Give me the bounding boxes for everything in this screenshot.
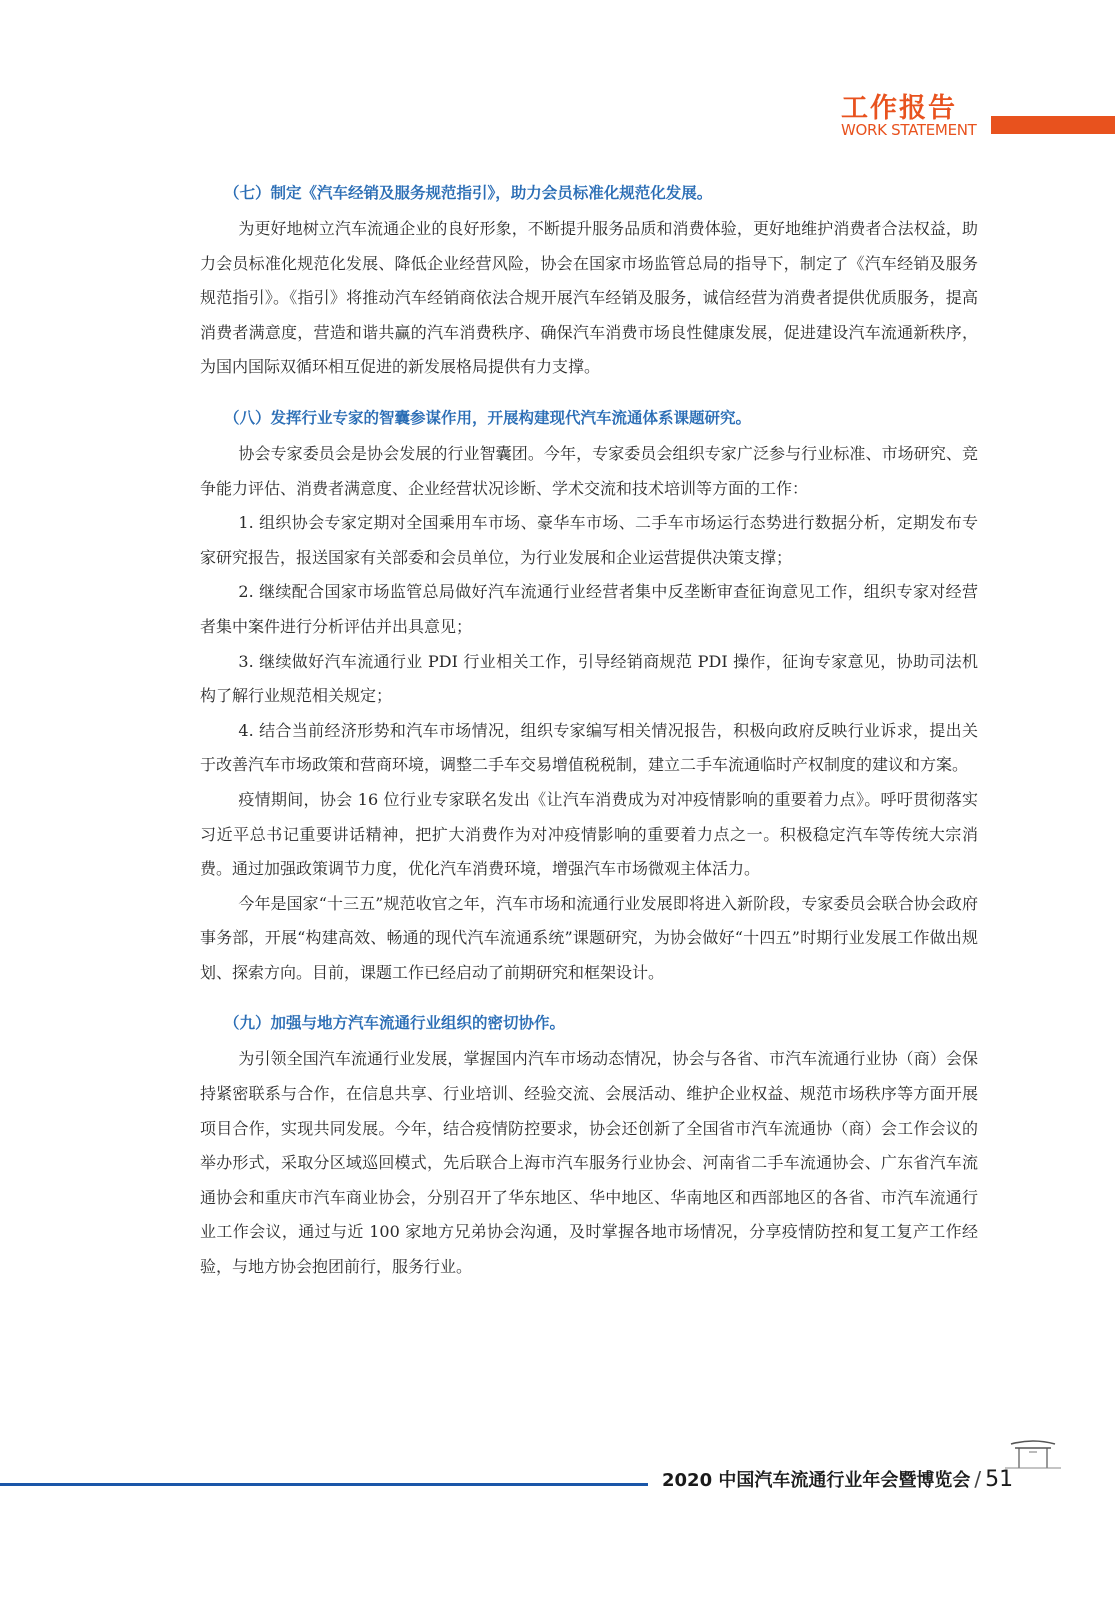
page-footer (662, 1466, 1013, 1492)
footer-event-name: 2020 中国汽车流通行业年会暨博览会 (662, 1470, 971, 1491)
footer-separator: / (974, 1467, 982, 1491)
page-header (815, 86, 1115, 146)
section-heading-9: （九）加强与地方汽车流通行业组织的密切协作。 (224, 1014, 566, 1033)
section-9-paragraph-1: 为引领全国汽车流通行业发展，掌握国内汽车市场动态情况，协会与各省、市汽车流通行业协（商）会保持紧密联系与合作，在信息共享、行业培训、经验交流、会展活动、维护企业权益、规范市场秩序等方面开展项目合作，实现共同发展。今年，结合疫情防控要求，协会还创新了全国省市汽车流通协（商）会工作会议的举办形式，采取分区域巡回模式，先后联合上海市汽车服务行业协会、河南省二手车流通协会、广东省汽车流通协会和重庆市汽车商业协会，分别召开了华东地区、华中地区、华南地区和西部地区的各省、市汽车流通行业工作会议，通过与近 100 家地方兄弟协会沟通，及时掌握各地市场情况，分享疫情防控和复工复产工作经验，与地方协会抱团前行，服务行业。 (200, 1049, 978, 1277)
footer-rule (0, 1483, 648, 1486)
article-body (200, 178, 978, 1285)
section-8-item-4: 4. 结合当前经济形势和汽车市场情况，组织专家编写相关情况报告，积极向政府反映行业诉求，提出关于改善汽车市场政策和营商环境，调整二手车交易增值税税制，建立二手车流通临时产权制度的建议和方案。 (200, 720, 978, 775)
section-7-paragraph-1: 为更好地树立汽车流通企业的良好形象，不断提升服务品质和消费体验，更好地维护消费者合法权益，助力会员标准化规范化发展、降低企业经营风险，协会在国家市场监管总局的指导下，制定了《汽车经销及服务规范指引》。《指引》将推动汽车经销商依法合规开展汽车经销及服务，诚信经营为消费者提供优质服务，提高消费者满意度，营造和谐共赢的汽车消费秩序、确保汽车消费市场良性健康发展，促进建设汽车流通新秩序，为国内国际双循环相互促进的新发展格局提供有力支撑。 (200, 219, 978, 377)
section-heading-8: （八）发挥行业专家的智囊参谋作用，开展构建现代汽车流通体系课题研究。 (224, 408, 752, 427)
header-title: 工作报告 (841, 93, 957, 124)
section-8-item-2: 2. 继续配合国家市场监管总局做好汽车流通行业经营者集中反垄断审查征询意见工作，组织专家对经营者集中案件进行分析评估并出具意见； (200, 582, 978, 636)
header-subtitle: WORK STATEMENT (841, 121, 977, 139)
section-8-paragraph-research: 今年是国家“十三五”规范收官之年，汽车市场和流通行业发展即将进入新阶段，专家委员会联合协会政府事务部，开展“构建高效、畅通的现代汽车流通系统”课题研究，为协会做好“十四五”时期行业发展工作做出规划、探索方向。目前，课题工作已经启动了前期研究和框架设计。 (200, 893, 978, 982)
pavilion-gate-icon (1003, 1438, 1063, 1478)
section-8-paragraph-epidemic: 疫情期间，协会 16 位行业专家联名发出《让汽车消费成为对冲疫情影响的重要着力点》。呼吁贯彻落实习近平总书记重要讲话精神，把扩大消费作为对冲疫情影响的重要着力点之一。积极稳定汽车等传统大宗消费。通过加强政策调节力度，优化汽车消费环境，增强汽车市场微观主体活力。 (200, 789, 978, 879)
section-8-item-1: 1. 组织协会专家定期对全国乘用车市场、豪华车市场、二手车市场运行态势进行数据分析，定期发布专家研究报告，报送国家有关部委和会员单位，为行业发展和企业运营提供决策支撑； (200, 513, 978, 567)
section-8-paragraph-1: 协会专家委员会是协会发展的行业智囊团。今年，专家委员会组织专家广泛参与行业标准、市场研究、竞争能力评估、消费者满意度、企业经营状况诊断、学术交流和技术培训等方面的工作： (200, 443, 978, 498)
header-accent-bar (991, 116, 1115, 134)
section-8-item-3: 3. 继续做好汽车流通行业 PDI 行业相关工作，引导经销商规范 PDI 操作，征询专家意见，协助司法机构了解行业规范相关规定； (200, 651, 978, 706)
section-heading-7: （七）制定《汽车经销及服务规范指引》，助力会员标准化规范化发展。 (224, 184, 713, 202)
page-number: 51 (985, 1467, 1014, 1492)
